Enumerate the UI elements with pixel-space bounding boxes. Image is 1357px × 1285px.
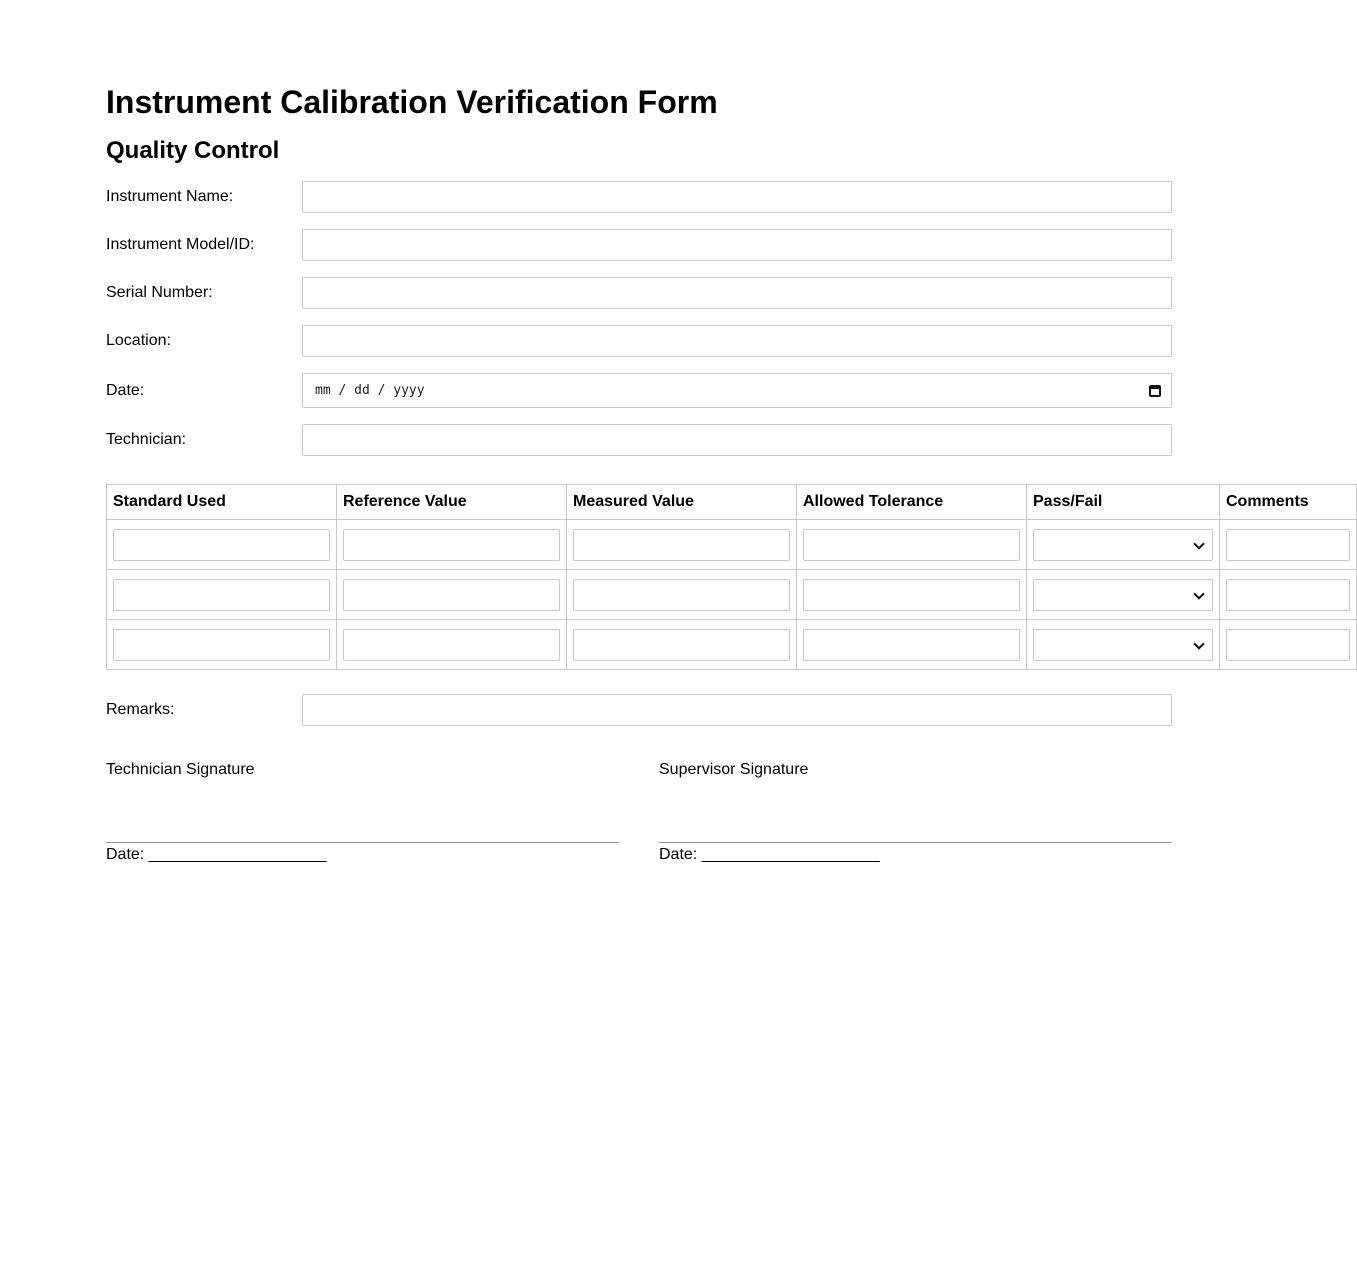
comments-input[interactable]	[1226, 579, 1350, 611]
instrument-name-label: Instrument Name:	[106, 188, 234, 205]
instrument-name-row	[106, 181, 1172, 213]
table-cell	[567, 620, 797, 670]
table-cell	[797, 570, 1027, 620]
standard-used-input[interactable]	[113, 529, 330, 561]
table-cell	[567, 570, 797, 620]
table-cell	[337, 570, 567, 620]
instrument-model-label: Instrument Model/ID:	[106, 236, 255, 253]
table-row	[107, 620, 1357, 670]
pass-fail-select[interactable]	[1033, 529, 1213, 561]
location-row	[106, 325, 1172, 357]
header-comments: Comments	[1220, 485, 1357, 520]
remarks-row	[106, 694, 1172, 726]
comments-input[interactable]	[1226, 529, 1350, 561]
section-title: Quality Control	[106, 137, 280, 164]
measured-value-input[interactable]	[573, 579, 790, 611]
header-pass-fail: Pass/Fail	[1027, 485, 1220, 520]
pass-fail-select[interactable]	[1033, 579, 1213, 611]
instrument-model-row	[106, 229, 1172, 261]
comments-input[interactable]	[1226, 629, 1350, 661]
table-cell	[797, 620, 1027, 670]
supervisor-signature-line[interactable]	[659, 842, 1172, 843]
chevron-down-icon	[1193, 538, 1204, 549]
header-measured-value: Measured Value	[567, 485, 797, 520]
date-label: Date:	[106, 382, 145, 399]
remarks-input[interactable]	[302, 694, 1172, 726]
calendar-icon[interactable]	[1149, 385, 1161, 397]
table-cell	[1220, 570, 1357, 620]
instrument-model-input[interactable]	[302, 229, 1172, 261]
table-cell	[567, 520, 797, 570]
reference-value-input[interactable]	[343, 529, 560, 561]
header-allowed-tolerance: Allowed Tolerance	[797, 485, 1027, 520]
technician-label: Technician:	[106, 431, 187, 448]
allowed-tolerance-input[interactable]	[803, 529, 1020, 561]
chevron-down-icon	[1193, 588, 1204, 599]
serial-number-label: Serial Number:	[106, 284, 213, 301]
reference-value-input[interactable]	[343, 629, 560, 661]
table-header-row	[107, 485, 1357, 520]
standard-used-input[interactable]	[113, 579, 330, 611]
table-row	[107, 520, 1357, 570]
page-title: Instrument Calibration Verification Form	[106, 84, 718, 120]
header-reference-value: Reference Value	[337, 485, 567, 520]
instrument-name-input[interactable]	[302, 181, 1172, 213]
technician-row	[106, 424, 1172, 456]
supervisor-signature-label: Supervisor Signature	[659, 761, 809, 778]
table-cell	[1027, 570, 1220, 620]
table-cell	[107, 520, 337, 570]
technician-signature-date: Date: ____________________	[106, 846, 327, 863]
date-row	[106, 373, 1172, 408]
standard-used-input[interactable]	[113, 629, 330, 661]
serial-number-row	[106, 277, 1172, 309]
pass-fail-select[interactable]	[1033, 629, 1213, 661]
table-cell	[107, 570, 337, 620]
location-label: Location:	[106, 332, 171, 349]
technician-input[interactable]	[302, 424, 1172, 456]
table-row	[107, 570, 1357, 620]
calibration-table-wrapper	[106, 484, 1309, 670]
measured-value-input[interactable]	[573, 629, 790, 661]
serial-number-input[interactable]	[302, 277, 1172, 309]
table-cell	[797, 520, 1027, 570]
allowed-tolerance-input[interactable]	[803, 629, 1020, 661]
table-cell	[337, 620, 567, 670]
date-input[interactable]	[302, 373, 1172, 408]
table-cell	[1220, 620, 1357, 670]
supervisor-signature-block	[659, 758, 1172, 868]
header-standard-used: Standard Used	[107, 485, 337, 520]
table-cell	[1220, 520, 1357, 570]
table-cell	[1027, 520, 1220, 570]
table-cell	[1027, 620, 1220, 670]
supervisor-signature-date: Date: ____________________	[659, 846, 880, 863]
reference-value-input[interactable]	[343, 579, 560, 611]
calibration-form-page	[106, 0, 1309, 1285]
table-cell	[107, 620, 337, 670]
location-input[interactable]	[302, 325, 1172, 357]
table-cell	[337, 520, 567, 570]
date-placeholder: mm / dd / yyyy	[315, 383, 425, 398]
remarks-label: Remarks:	[106, 701, 175, 718]
technician-signature-block	[106, 758, 619, 868]
chevron-down-icon	[1193, 638, 1204, 649]
measured-value-input[interactable]	[573, 529, 790, 561]
technician-signature-line[interactable]	[106, 842, 619, 843]
technician-signature-label: Technician Signature	[106, 761, 255, 778]
calibration-table	[106, 484, 1357, 670]
allowed-tolerance-input[interactable]	[803, 579, 1020, 611]
